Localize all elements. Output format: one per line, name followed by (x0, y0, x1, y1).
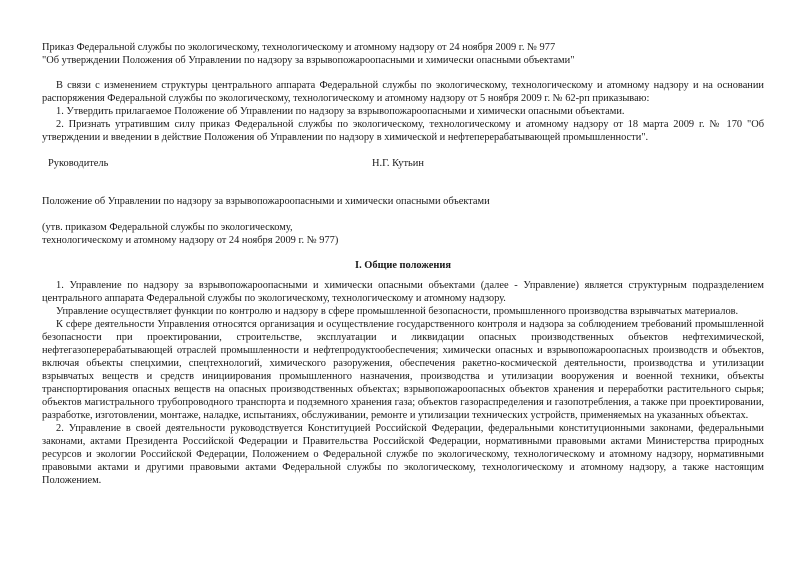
order-item-1: 1. Утвердить прилагаемое Положение об Управлении по надзору за взрывопожароопасными и химически опасными объектами. (56, 106, 625, 117)
approval-line-2: технологическому и атомному надзору от 24 ноября 2009 г. № 977) (42, 235, 339, 246)
paragraph-2: Управление осуществляет функции по контролю и надзору в сфере промышленной безопасности, промышленного производства взрывчатых материалов. (56, 306, 739, 317)
signer-name: Н.Г. Кутьин (372, 158, 424, 169)
order-item-2: 2. Признать утратившим силу приказ Федеральной службы по экологическому, технологическому и атомному надзору от 18 марта 2009 г. № 170 "Об утверждении и введении в действие Положения об Управлении по надзору в химической и нефтеперерабатывающей промышленности". (42, 119, 764, 143)
paragraph-3: К сфере деятельности Управления относятся организация и осуществление государственного контроля и надзора за соблюдением требований промышленной безопасности при проектировании, строительстве, эксплуатации и ликвидации опасных производственных объектов нефтехимической, нефтегазоперерабатывающей отраслей промышленности и нефтепродуктообеспечения; химически опасных и взрывопожароопасных производств и объектов, включая объекты спецхимии, спецтехнологий, химического разоружения, обеспечения ракетно-космической деятельности, производства и утилизации взрывчатых веществ и средств инициирования промышленного назначения, производства и утилизации вооружения и военной техники, объекты транспортирования опасных веществ на опасных производственных объектах; взрывопожароопасных объектов хранения и переработки растительного сырья; объектов магистрального трубопроводного транспорта и подземного хранения газа; объектов газораспределения и газопотребления, а также при проектировании, разработке, изготовлении, монтаже, наладке, испытаниях, обслуживании, ремонте и утилизации технических устройств, применяемых на указанных объектах. (42, 319, 764, 421)
paragraph-1: 1. Управление по надзору за взрывопожароопасными и химически опасными объектами (далее - Управление) является структурным подразделением центрального аппарата Федеральной службы по экологическому, технологическому и атомному надзору. (42, 280, 764, 304)
section-heading: I. Общие положения (355, 260, 451, 271)
order-preamble: В связи с изменением структуры центрального аппарата Федеральной службы по экологическому, технологическому и атомному надзору и на основании распоряжения Федеральной службы по экологическому, технологическому и атомному надзору от 5 ноября 2009 г. № 62-рп приказываю: (42, 80, 764, 104)
approval-line-1: (утв. приказом Федеральной службы по экологическому, (42, 222, 293, 233)
order-title-line1: Приказ Федеральной службы по экологическому, технологическому и атомному надзору от 24 ноября 2009 г. № 977 (42, 42, 556, 53)
order-title-line2: "Об утверждении Положения об Управлении по надзору за взрывопожароопасными и химически опасными объектами" (42, 55, 575, 66)
paragraph-4: 2. Управление в своей деятельности руководствуется Конституцией Российской Федерации, федеральными конституционными законами, федеральными законами, актами Президента Российской Федерации и Правительства Российской Федерации, нормативными правовыми актами Министерства природных ресурсов и экологии Российской Федерации, Положением о Федеральной службе по экологическому, технологическому и атомному надзору, нормативными правовыми актами и другими правовыми актами Федеральной службы по экологическому, технологическому и атомному надзору, а также настоящим Положением. (42, 423, 764, 486)
signature-block (42, 157, 764, 170)
document-page (42, 41, 764, 487)
signer-role: Руководитель (48, 158, 109, 169)
regulation-title: Положение об Управлении по надзору за взрывопожароопасными и химически опасными объектами (42, 196, 490, 207)
